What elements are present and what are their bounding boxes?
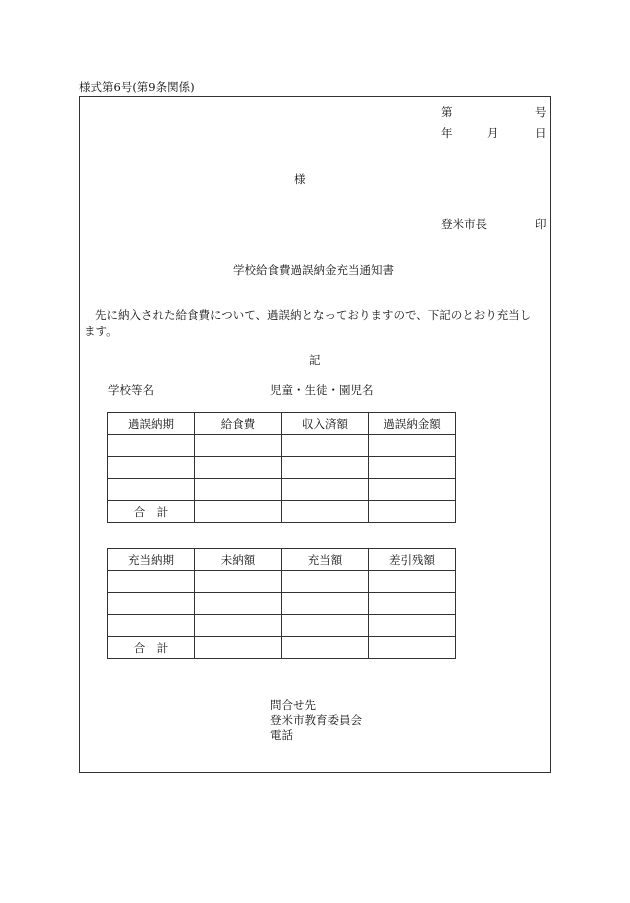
table-cell [369,593,456,615]
doc-number-prefix: 第 [441,105,453,119]
table-cell [108,457,195,479]
header-cell: 給食費 [195,413,282,435]
table-cell [282,479,369,501]
addressee-suffix: 様 [294,172,306,186]
table-header-row [108,413,456,435]
header-cell: 過誤納金額 [369,413,456,435]
table-cell [195,501,282,523]
table-cell [282,637,369,659]
table-cell [369,615,456,637]
table-row [108,571,456,593]
table-row [108,479,456,501]
body-text-line2: ます。 [84,324,118,338]
table-cell [108,571,195,593]
table-cell [369,501,456,523]
table-cell [282,435,369,457]
header-cell: 収入済額 [282,413,369,435]
table-cell [108,593,195,615]
table-row [108,615,456,637]
header-cell: 差引残額 [369,549,456,571]
student-name-label: 児童・生徒・園児名 [270,383,374,397]
table-cell [282,593,369,615]
table-cell [195,637,282,659]
ki-heading: 記 [309,353,321,367]
table-cell [369,637,456,659]
table-row [108,593,456,615]
table-cell [282,457,369,479]
table-cell [195,593,282,615]
table-cell [369,435,456,457]
table-cell [195,479,282,501]
header-cell: 充当納期 [108,549,195,571]
overpayment-table [107,412,456,523]
table-cell [108,479,195,501]
contact-phone-label: 電話 [270,728,293,742]
table-total-row [108,637,456,659]
table-cell [195,435,282,457]
table-row [108,435,456,457]
header-cell: 過誤納期 [108,413,195,435]
date-day-label: 日 [535,126,547,140]
contact-organization: 登米市教育委員会 [270,713,362,727]
date-month-label: 月 [487,126,499,140]
document-title: 学校給食費過誤納金充当通知書 [233,263,394,277]
table-cell [369,479,456,501]
issuer-seal: 印 [535,217,547,231]
table-header-row [108,549,456,571]
body-text-line1: 先に納入された給食費について、過誤納となっておりますので、下記のとおり充当し [95,308,532,322]
table-cell [108,435,195,457]
allocation-table [107,548,456,659]
header-cell: 充当額 [282,549,369,571]
table-total-row [108,501,456,523]
table-cell [282,571,369,593]
table-cell [282,615,369,637]
table-cell [195,571,282,593]
contact-label: 問合せ先 [270,698,316,712]
form-number-label: 様式第6号(第9条関係) [79,80,195,94]
issuer-name: 登米市長 [441,217,487,231]
table-cell [108,615,195,637]
table-cell [282,501,369,523]
header-cell: 未納額 [195,549,282,571]
table-cell [369,571,456,593]
doc-number-suffix: 号 [535,105,547,119]
table-cell [195,615,282,637]
date-year-label: 年 [441,126,453,140]
table-cell [195,457,282,479]
total-label: 合 計 [108,637,195,659]
table-cell [369,457,456,479]
school-name-label: 学校等名 [108,383,154,397]
total-label: 合 計 [108,501,195,523]
table-row [108,457,456,479]
